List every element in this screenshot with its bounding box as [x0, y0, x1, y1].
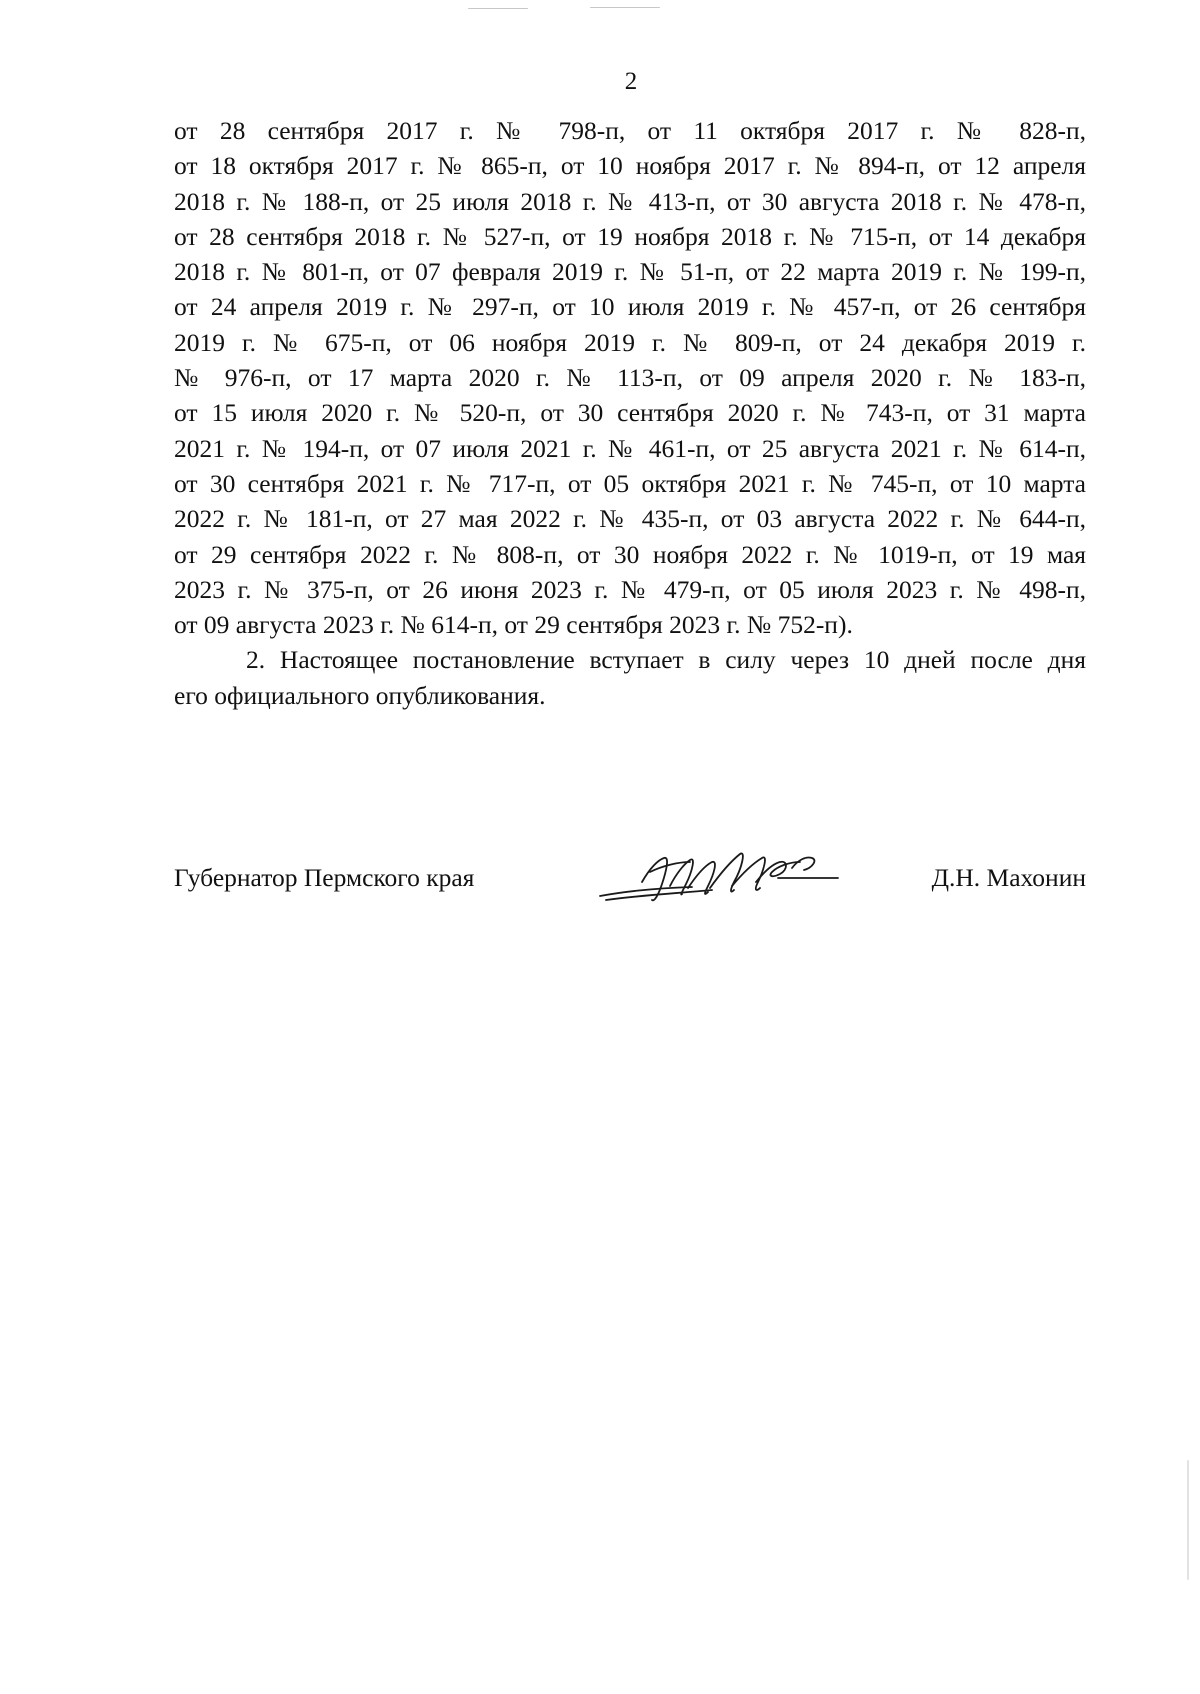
- paragraph-2: [174, 642, 1086, 713]
- text-line: от 28 сентября 2018 г. № 527-п, от 19 ноября 2018 г. № 715-п, от 14 декабря: [174, 221, 1086, 251]
- text-line: от 28 сентября 2017 г. № 798-п, от 11 октября 2017 г. № 828-п,: [174, 116, 1086, 145]
- signatory-name: Д.Н. Махонин: [931, 863, 1086, 892]
- text-line: от 24 апреля 2019 г. № 297-п, от 10 июля 2019 г. № 457-п, от 26 сентября: [174, 292, 1086, 322]
- signatory-position: Губернатор Пермского края: [174, 863, 475, 892]
- text-line: 2. Настоящее постановление вступает в силу через 10 дней после дня: [246, 645, 1086, 675]
- scan-artifact: [590, 7, 660, 8]
- signature-block: [174, 860, 1086, 920]
- text-line: № 976-п, от 17 марта 2020 г. № 113-п, от 09 апреля 2020 г. № 183-п,: [174, 363, 1086, 393]
- text-line: 2023 г. № 375-п, от 26 июня 2023 г. № 479-п, от 05 июля 2023 г. № 498-п,: [174, 574, 1086, 604]
- text-line: от 30 сентября 2021 г. № 717-п, от 05 октября 2021 г. № 745-п, от 10 марта: [174, 468, 1086, 498]
- scan-artifact: [468, 8, 528, 9]
- paragraph-1: [174, 113, 1086, 642]
- text-line: от 18 октября 2017 г. № 865-п, от 10 ноября 2017 г. № 894-п, от 12 апреля: [174, 151, 1086, 181]
- text-line: от 15 июля 2020 г. № 520-п, от 30 сентября 2020 г. № 743-п, от 31 марта: [174, 398, 1086, 428]
- text-line: 2018 г. № 188-п, от 25 июля 2018 г. № 413-п, от 30 августа 2018 г. № 478-п,: [174, 186, 1086, 216]
- text-line: от 09 августа 2023 г. № 614-п, от 29 сентября 2023 г. № 752-п).: [174, 610, 853, 640]
- handwritten-signature: [592, 838, 842, 914]
- text-line: 2019 г. № 675-п, от 06 ноября 2019 г. № 809-п, от 24 декабря 2019 г.: [174, 327, 1086, 357]
- text-line: от 29 сентября 2022 г. № 808-п, от 30 ноября 2022 г. № 1019-п, от 19 мая: [174, 539, 1086, 569]
- text-line: его официального опубликования.: [174, 680, 546, 710]
- body-text: [174, 113, 1086, 713]
- scan-artifact: [1187, 1460, 1189, 1580]
- page-number: 2: [624, 68, 638, 95]
- text-line: 2022 г. № 181-п, от 27 мая 2022 г. № 435-п, от 03 августа 2022 г. № 644-п,: [174, 504, 1086, 534]
- text-line: 2021 г. № 194-п, от 07 июля 2021 г. № 461-п, от 25 августа 2021 г. № 614-п,: [174, 433, 1086, 463]
- text-line: 2018 г. № 801-п, от 07 февраля 2019 г. № 51-п, от 22 марта 2019 г. № 199-п,: [174, 257, 1086, 287]
